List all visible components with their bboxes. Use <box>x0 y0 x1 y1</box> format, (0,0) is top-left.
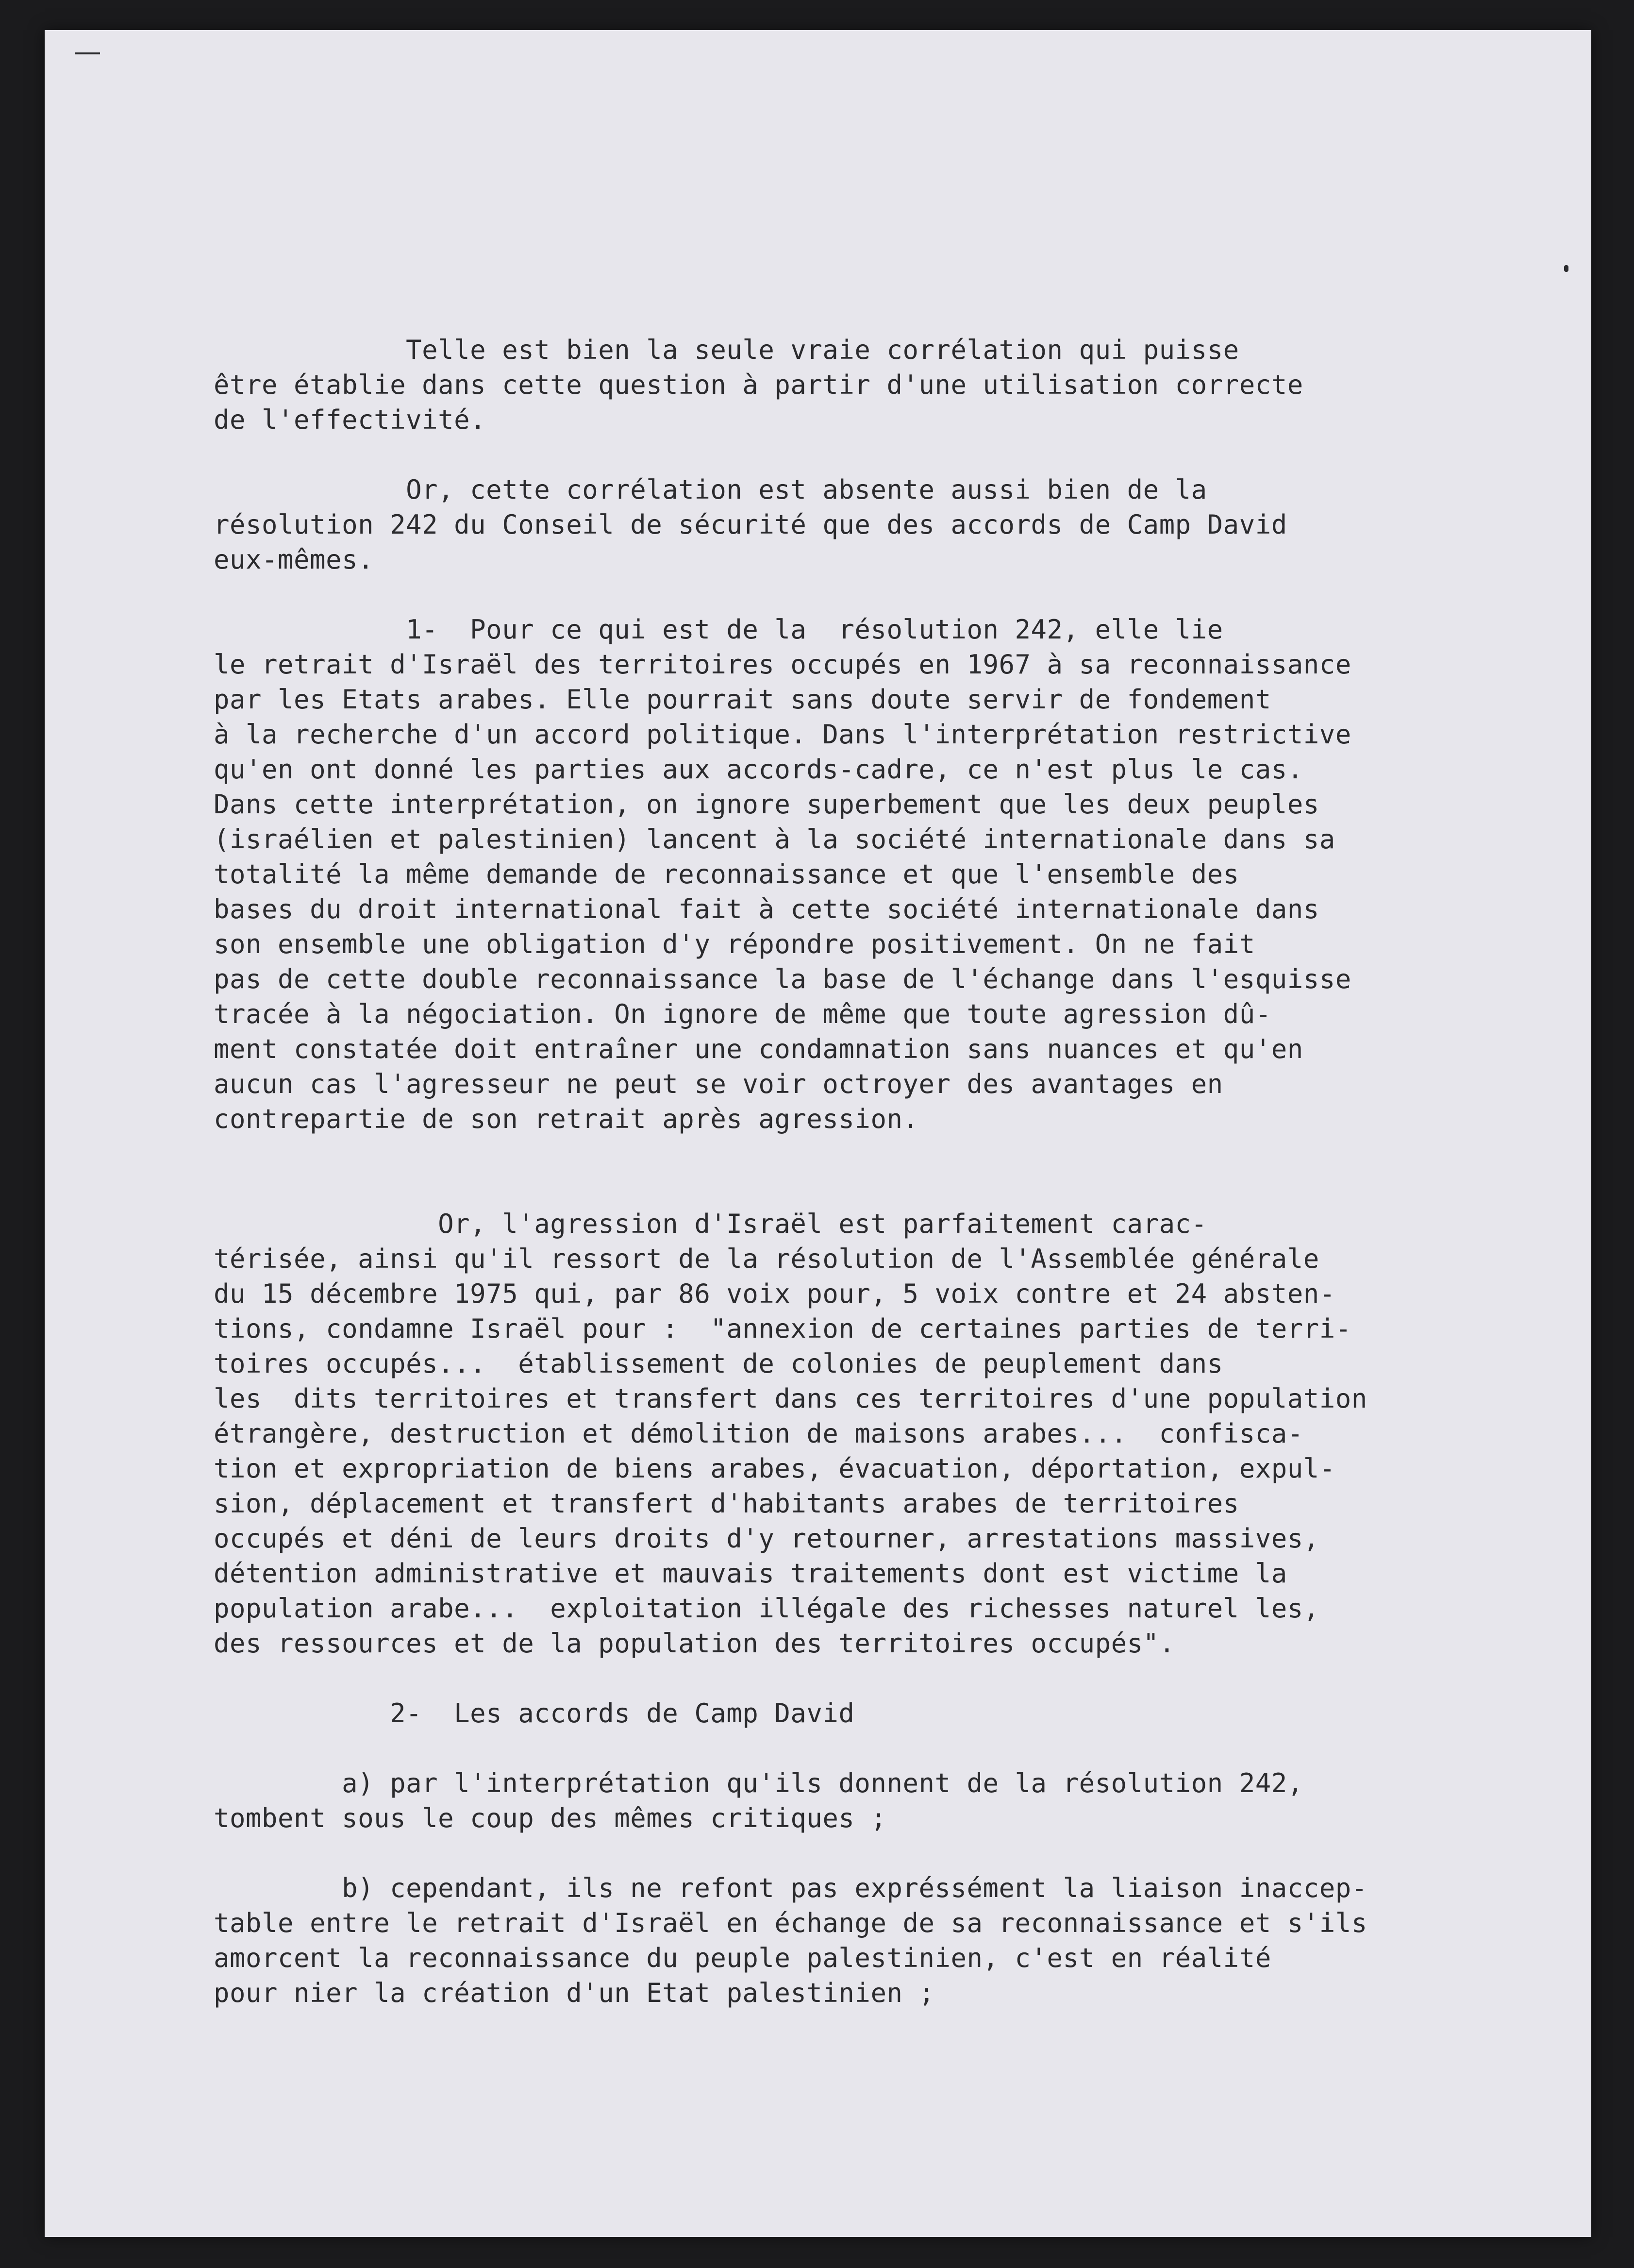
text-line: a) par l'interprétation qu'ils donnent de la résolution 242, <box>214 1768 1303 1798</box>
text-line: aucun cas l'agresseur ne peut se voir octroyer des avantages en <box>214 1069 1223 1099</box>
text-line: Or, cette corrélation est absente aussi bien de la <box>214 474 1207 505</box>
text-line: résolution 242 du Conseil de sécurité que des accords de Camp David <box>214 509 1287 540</box>
paragraph-point-a <box>214 1766 1369 1836</box>
text-line: étrangère, destruction et démolition de maisons arabes... confisca- <box>214 1418 1303 1449</box>
text-line: 2- Les accords de Camp David <box>214 1698 855 1729</box>
corner-mark <box>75 52 100 54</box>
text-line: amorcent la reconnaissance du peuple palestinien, c'est en réalité <box>214 1943 1271 1973</box>
paragraph-aggression <box>214 1207 1369 1661</box>
text-line: les dits territoires et transfert dans ces territoires d'une population <box>214 1383 1367 1414</box>
text-line: Or, l'agression d'Israël est parfaitement carac- <box>214 1209 1207 1239</box>
text-line: tracée à la négociation. On ignore de même que toute agression dû- <box>214 999 1271 1029</box>
paragraph-gap <box>214 1731 1369 1766</box>
text-line: b) cependant, ils ne refont pas expréssément la liaison inaccep- <box>214 1873 1367 1903</box>
page-body-text <box>214 333 1369 2011</box>
text-line: eux-mêmes. <box>214 544 374 575</box>
paragraph-gap <box>214 1137 1369 1207</box>
text-line: pour nier la création d'un Etat palestinien ; <box>214 1978 935 2008</box>
text-line: son ensemble une obligation d'y répondre positivement. On ne fait <box>214 929 1255 959</box>
text-line: occupés et déni de leurs droits d'y retourner, arrestations massives, <box>214 1523 1319 1554</box>
text-line: ment constatée doit entraîner une condamnation sans nuances et qu'en <box>214 1034 1303 1064</box>
text-line: tion et expropriation de biens arabes, évacuation, déportation, expul- <box>214 1453 1335 1484</box>
text-line: Dans cette interprétation, on ignore superbement que les deux peuples <box>214 789 1319 820</box>
text-line: (israélien et palestinien) lancent à la société internationale dans sa <box>214 824 1335 855</box>
paragraph-absence <box>214 472 1369 577</box>
paragraph-resolution-242 <box>214 612 1369 1137</box>
paragraph-gap <box>214 437 1369 472</box>
text-line: Telle est bien la seule vraie corrélation qui puisse <box>214 335 1239 365</box>
text-line: population arabe... exploitation illégale des richesses naturel les, <box>214 1593 1319 1624</box>
section-heading-camp-david <box>214 1696 1369 1731</box>
text-line: pas de cette double reconnaissance la base de l'échange dans l'esquisse <box>214 964 1351 994</box>
text-line: tions, condamne Israël pour : "annexion de certaines parties de terri- <box>214 1313 1351 1344</box>
text-line: toires occupés... établissement de colonies de peuplement dans <box>214 1348 1223 1379</box>
text-line: bases du droit international fait à cette société internationale dans <box>214 894 1319 924</box>
text-line: être établie dans cette question à partir d'une utilisation correcte <box>214 370 1303 400</box>
text-line: table entre le retrait d'Israël en échange de sa reconnaissance et s'ils <box>214 1908 1367 1938</box>
text-line: totalité la même demande de reconnaissance et que l'ensemble des <box>214 859 1239 890</box>
text-line: sion, déplacement et transfert d'habitants arabes de territoires <box>214 1488 1239 1519</box>
text-line: térisée, ainsi qu'il ressort de la résolution de l'Assemblée générale <box>214 1243 1319 1274</box>
text-line: détention administrative et mauvais traitements dont est victime la <box>214 1558 1287 1589</box>
text-line: contrepartie de son retrait après agression. <box>214 1104 919 1134</box>
text-line: tombent sous le coup des mêmes critiques ; <box>214 1803 887 1833</box>
text-line: qu'en ont donné les parties aux accords-cadre, ce n'est plus le cas. <box>214 754 1303 785</box>
text-line: du 15 décembre 1975 qui, par 86 voix pour, 5 voix contre et 24 absten- <box>214 1278 1335 1309</box>
text-line: le retrait d'Israël des territoires occupés en 1967 à sa reconnaissance <box>214 649 1351 680</box>
paragraph-gap <box>214 577 1369 612</box>
paragraph-point-b <box>214 1871 1369 2011</box>
text-line: 1- Pour ce qui est de la résolution 242, elle lie <box>214 614 1223 645</box>
text-line: par les Etats arabes. Elle pourrait sans doute servir de fondement <box>214 684 1271 715</box>
text-line: des ressources et de la population des territoires occupés". <box>214 1628 1175 1659</box>
margin-dot <box>1564 265 1568 272</box>
paragraph-correlation <box>214 333 1369 437</box>
text-line: à la recherche d'un accord politique. Dans l'interprétation restrictive <box>214 719 1351 750</box>
paragraph-gap <box>214 1661 1369 1696</box>
paragraph-gap <box>214 1836 1369 1871</box>
text-line: de l'effectivité. <box>214 404 486 435</box>
